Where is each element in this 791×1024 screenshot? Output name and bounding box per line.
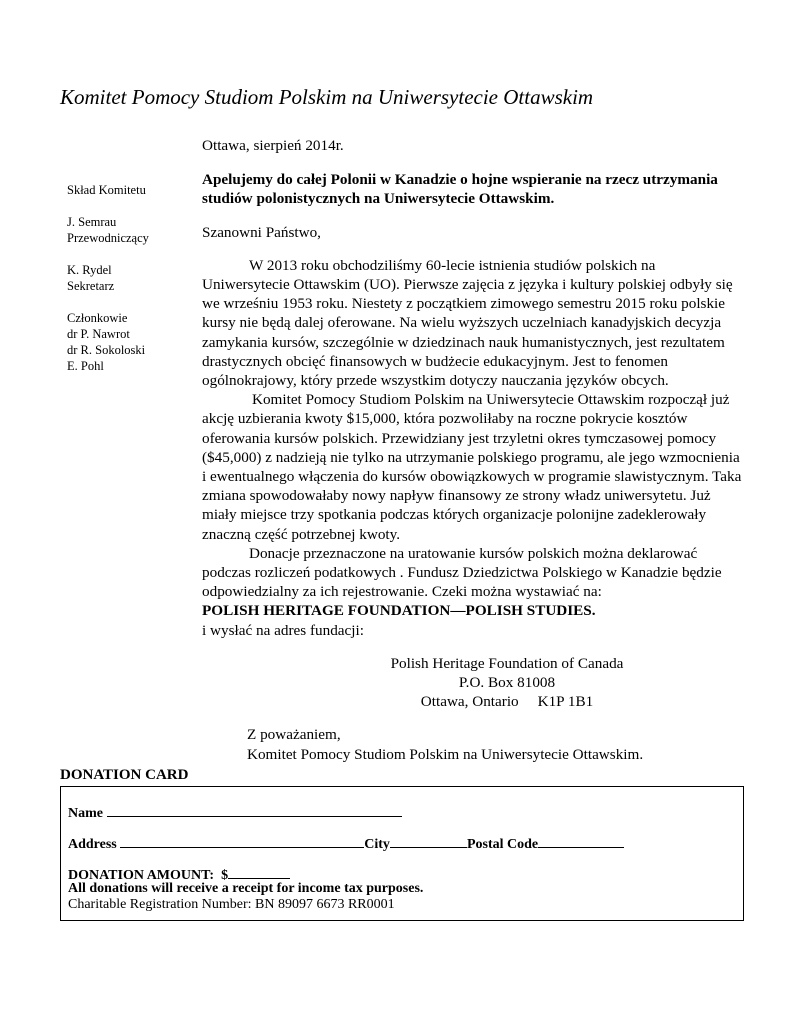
foundation-address [272, 654, 742, 712]
address-field[interactable] [120, 834, 364, 848]
donation-amount-label: DONATION AMOUNT: $ [68, 868, 229, 883]
address-line: Ottawa, Ontario K1P 1B1 [420, 693, 594, 711]
paragraph: Donacje przeznaczone na uratowanie kursów polskich można deklarować podczas rozliczeń podatkowych . Fundusz Dziedzictwa Polskiego w Kanadzie będzie odpowiedzialny za ich rejestrowanie. Czeki można wystawiać na: [202, 544, 722, 601]
chair-name: J. Semrau [67, 215, 117, 229]
member-name: E. Pohl [67, 359, 104, 373]
closing-block [247, 725, 742, 763]
postal-code-label: Postal Code [466, 837, 539, 852]
paragraph: Komitet Pomocy Studiom Polskim na Uniwersytecie Ottawskim rozpoczął już akcję uzbierania kwoty $15,000, która pozwoliłaby na roczne pokrycie kosztów oferowania kursów polskich. Przewidziany jest trzyletni okres tymczasowej pomocy ($45,000) z nadzieją nie tylko na utrzymanie polskiego programu, ale jego wzmocnienia i ewentualnego włączenia do kursów obowiązkowych w programie slawistycznym. Taka zmiana spowodowałaby nowy napływ finansowy ze strony władz uniwersytetu. Już miały miejsce trzy spotkania podczas których organizacje polonijne zadeklerowały znaczną część potrzebnej kwoty. [202, 391, 742, 543]
name-field[interactable] [107, 803, 402, 817]
letter-paragraphs [202, 256, 742, 640]
name-label: Name [68, 806, 103, 821]
appeal-heading: Apelujemy do całej Polonii w Kanadzie o hojne wspieranie na rzecz utrzymania studiów polonistycznych na Uniwersytecie Ottawskim. [202, 171, 718, 208]
secretary-name: K. Rydel [67, 263, 112, 277]
secretary-role: Sekretarz [67, 279, 115, 293]
city-field[interactable] [390, 834, 467, 848]
receipt-note: All donations will receive a receipt for income tax purposes. [68, 881, 424, 896]
committee-sidebar [67, 182, 192, 390]
signature: Komitet Pomocy Studiom Polskim na Uniwersytecie Ottawskim. [247, 745, 644, 763]
name-row [68, 803, 402, 822]
address-line: P.O. Box 81008 [458, 674, 556, 692]
city-label: City [364, 837, 390, 852]
greeting: Szanowni Państwo, [202, 223, 321, 241]
donation-card [60, 786, 744, 921]
address-row [68, 834, 624, 853]
send-to-text: i wysłać na adres fundacji: [202, 621, 364, 639]
donation-card-title: DONATION CARD [60, 767, 189, 783]
letter-body [202, 130, 742, 764]
page-title: Komitet Pomocy Studiom Polskim na Uniwersytecie Ottawskim [60, 85, 594, 109]
donation-amount-field[interactable] [228, 865, 290, 879]
committee-heading: Skład Komitetu [67, 183, 146, 197]
address-label: Address [68, 837, 117, 852]
address-line: Polish Heritage Foundation of Canada [390, 654, 624, 672]
chair-role: Przewodniczący [67, 231, 149, 245]
postal-code-field[interactable] [538, 834, 624, 848]
registration-number: Charitable Registration Number: BN 89097 6673 RR0001 [68, 897, 395, 912]
closing-text: Z poważaniem, [247, 726, 341, 744]
letter-date: Ottawa, sierpień 2014r. [202, 137, 344, 154]
members-heading: Członkowie [67, 311, 128, 325]
member-name: dr R. Sokoloski [67, 343, 146, 357]
paragraph: W 2013 roku obchodziliśmy 60-lecie istnienia studiów polskich na Uniwersytecie Ottawskim (UO). Pierwsze zajęcia z języka i kultury polskiej odbyły się we wrześniu 1953 roku. Niestety z początkiem zimowego semestru 2015 roku polskie kursy nie będą dalej oferowane. Na wielu wyższych uczelniach kanadyjskich decyzja zamykania kursów, szczególnie w dziedzinach nauk humanistycznych, jest rezultatem drastycznych obcięć finansowych w budżecie edukacyjnym. Jest to fenomen ogólnokrajowy, który przede wszystkim dotyczy nauczania języków obcych. [202, 256, 733, 390]
member-name: dr P. Nawrot [67, 327, 130, 341]
payee-name: POLISH HERITAGE FOUNDATION—POLISH STUDIES. [202, 602, 596, 620]
